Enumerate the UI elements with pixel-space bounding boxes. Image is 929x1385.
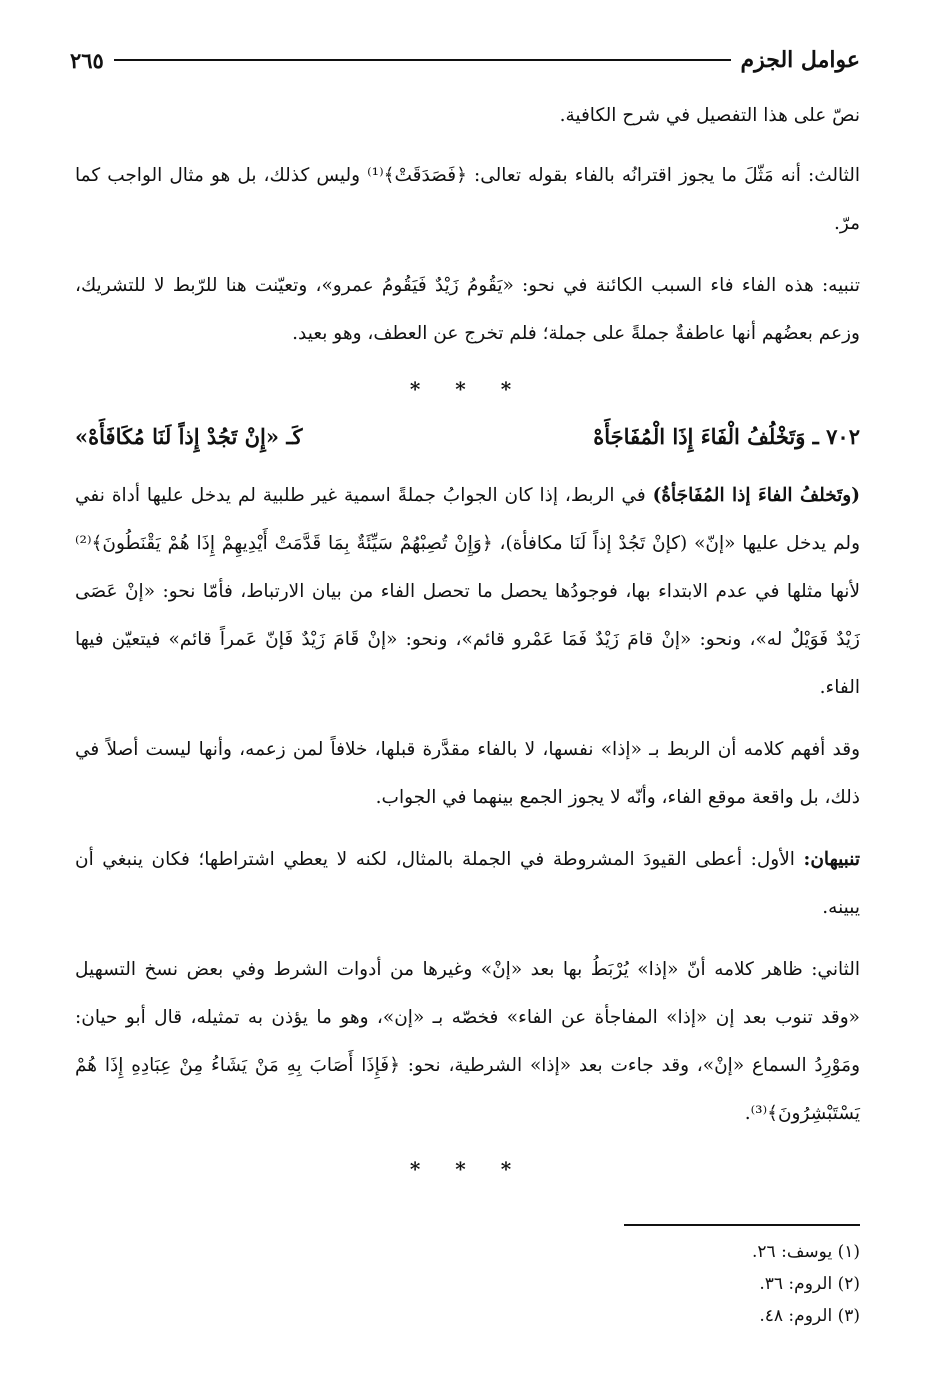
- running-header: [70, 40, 860, 80]
- footnote-rule: [624, 1224, 860, 1226]
- paragraph-7: الثاني: ظاهر كلامه أنّ «إذا» يُرْبَطُ بها بعد «إنْ» وغيرها من أدوات الشرط وفي بعض نسخ التسهيل «وقد تنوب بعد إن «إذا» المفاجأة عن الفاء» فخصّه بـ «إن»، وهو ما يؤذن به تمثيله، قال أبو حيان: ومَوْرِدُ السماع «إنْ»، وقد جاءت بعد «إذا» الشرطية، نحو: ﴿فَإِذَا أَصَابَ بِهِ مَنْ يَشَاءُ مِنْ عِبَادِهِ إِذَا هُمْ يَسْتَبْشِرُونَ﴾⁽³⁾.: [75, 959, 860, 1124]
- section-separator: * * *: [409, 377, 526, 401]
- note-lead: تنبيهان:: [803, 849, 860, 870]
- paragraph-5: وقد أفهم كلامه أن الربط بـ «إذا» نفسها، لا بالفاء مقدَّرة قبلها، خلافاً لمن زعمه، وأنها ليست أصلاً في ذلك، بل واقعة موقع الفاء، وأنّه لا يجوز الجمع بينهما في الجواب.: [75, 739, 860, 808]
- paragraph-4: [75, 472, 860, 712]
- verse-hemistich-left: كَـ «إِنْ تَجُدْ إِذاً لَنَا مُكَافَأَهْ»: [75, 424, 303, 449]
- footnote-3: (٣) الروم: ٤٨.: [759, 1306, 860, 1326]
- footnote-2: (٢) الروم: ٣٦.: [759, 1274, 860, 1294]
- header-rule: [114, 59, 731, 61]
- paragraph-6-text: الأول: أعطى القيودَ المشروطة في الجملة بالمثال، لكنه لا يعطي اشتراطها؛ فكان ينبغي أن يبينه.: [75, 849, 860, 918]
- footnotes: [330, 1224, 860, 1332]
- paragraph-6: [75, 836, 860, 932]
- page-number: ٢٦٥: [70, 47, 104, 73]
- paragraph-3: تنبيه: هذه الفاء فاء السبب الكائنة في نحو: «يَقُومُ زَيْدٌ فَيَقُومُ عمرو»، وتعيّنت هنا للرّبط لا للتشريك، وزعم بعضُهم أنها عاطفةٌ جملةً على جملة؛ فلم تخرج عن العطف، وهو بعيد.: [75, 275, 860, 344]
- paragraph-4-text: في الربط، إذا كان الجوابُ جملةً اسمية غير طلبية لم يدخل عليها أداة نفي ولم يدخل عليها «إنّ» (كإنْ تَجُدْ إذاً لَنَا مكافأة)، ﴿وَإِنْ تُصِبْهُمْ سَيِّئَةٌ بِمَا قَدَّمَتْ أَيْدِيهِمْ إِذَا هُمْ يَقْنَطُونَ﴾⁽²⁾ لأنها مثلها في عدم الابتداء بها، فوجودُها يحصل ما تحصل الفاء من بيان الارتباط، فأمّا نحو: «إنْ عَصَى زَيْدٌ فَوَيْلٌ له»، ونحو: «إنْ قامَ زَيْدٌ فَمَا عَمْرو قائم»، ونحو: «إنْ قَامَ زَيْدٌ فَإنّ عَمراً قائم» فيتعيّن فيها الفاء.: [75, 485, 860, 698]
- running-title: عوامل الجزم: [740, 47, 860, 73]
- paragraph-1: نصّ على هذا التفصيل في شرح الكافية.: [559, 105, 860, 126]
- verse-hemistich-right: ٧٠٢ ـ وَتَخْلُفُ الْفَاءَ إِذَا الْمُفَاجَأَهْ: [593, 424, 860, 449]
- paragraph-2: الثالث: أنه مَثّلَ ما يجوز اقترانُه بالفاء بقوله تعالى: ﴿فَصَدَقَتْ﴾⁽¹⁾ وليس كذلك، بل هو مثال الواجب كما مرّ.: [75, 165, 861, 234]
- footnote-1: (١) يوسف: ٢٦.: [752, 1242, 860, 1262]
- main-text: [75, 92, 860, 1194]
- section-separator-end: * * *: [409, 1157, 526, 1181]
- commentary-lead: (وتَخلفُ الفاءَ إذا المُفَاجَأةُ): [652, 485, 860, 506]
- verse-line: [75, 414, 860, 460]
